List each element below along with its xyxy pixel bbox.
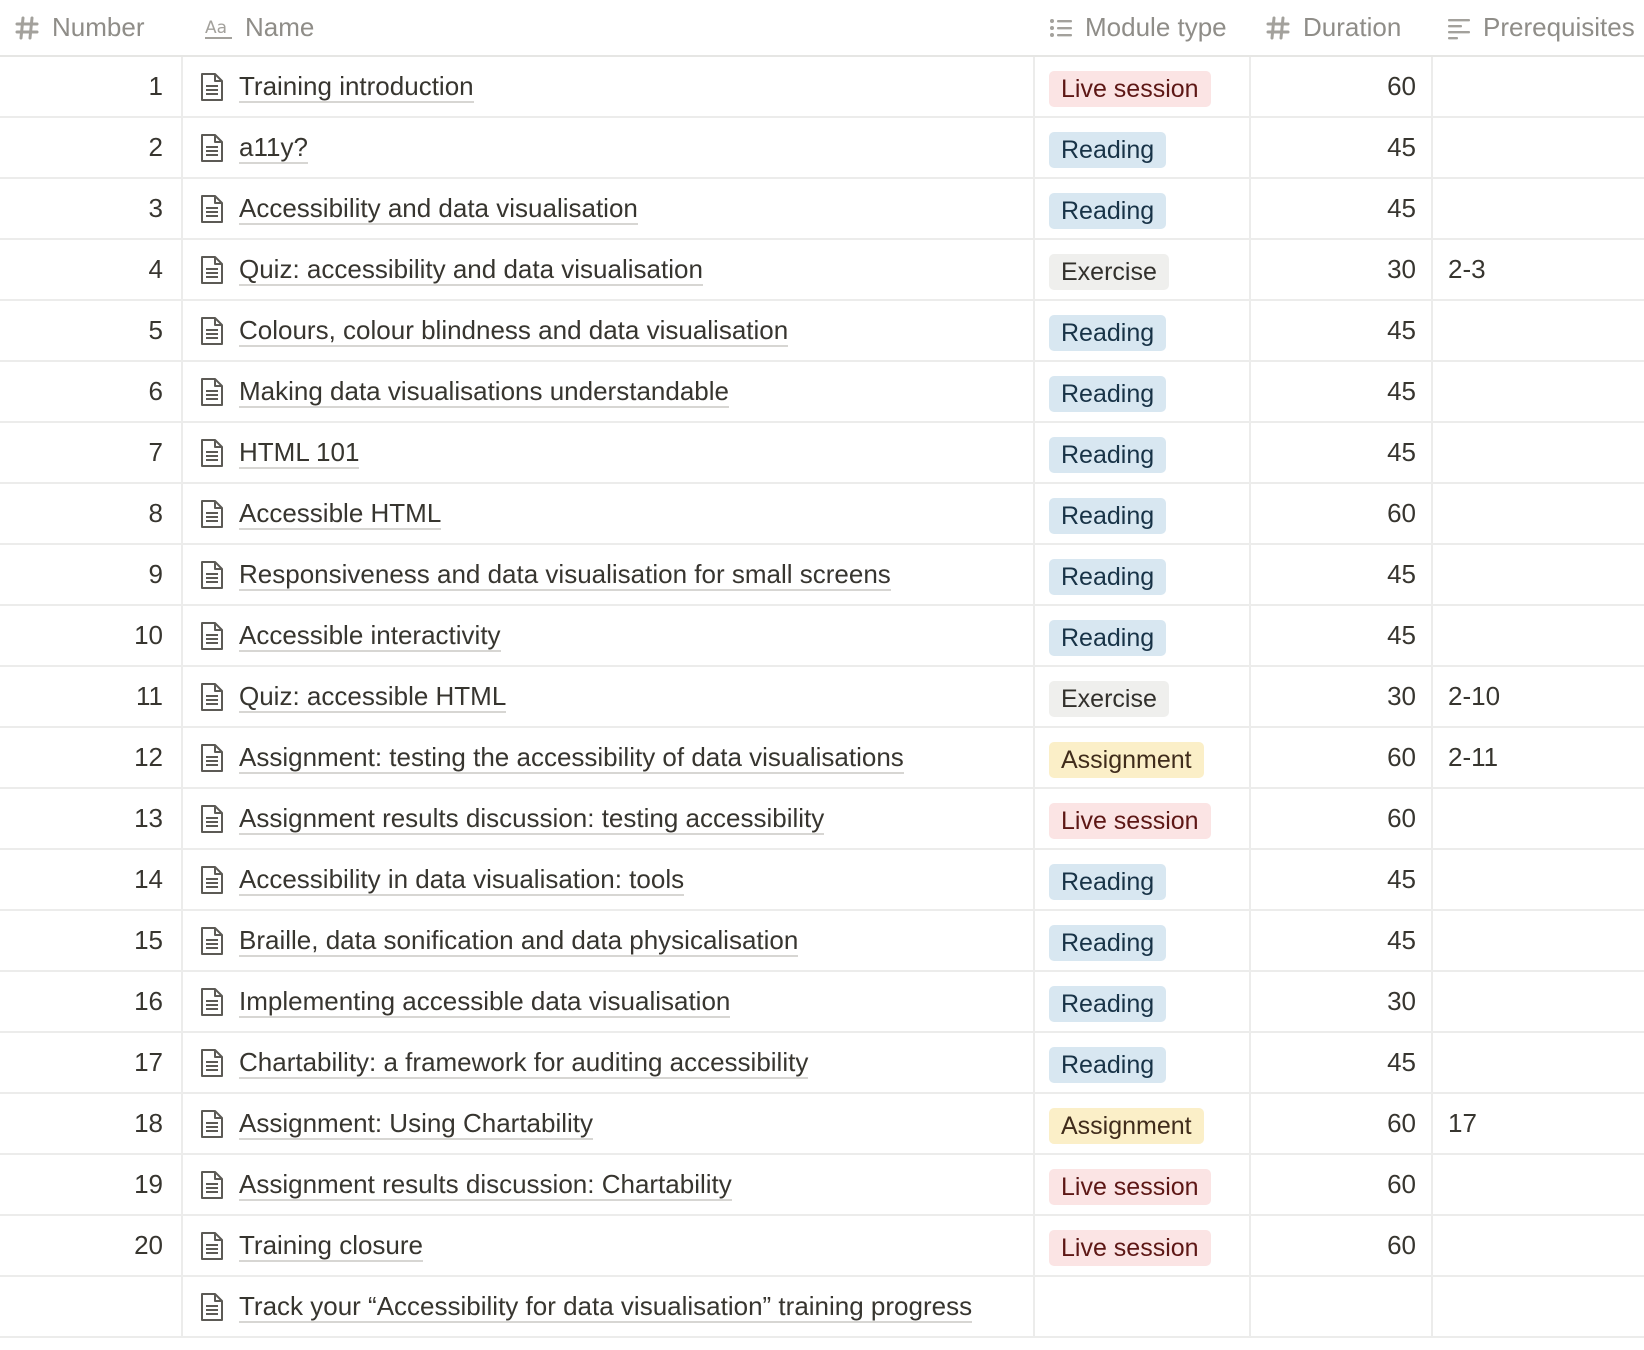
duration-value: 30 (1387, 681, 1416, 711)
name-cell[interactable] (183, 423, 1035, 482)
table-row[interactable] (0, 606, 1644, 667)
module-type-cell[interactable] (1035, 1216, 1251, 1275)
number-cell (0, 57, 183, 116)
page-icon (199, 499, 225, 529)
row-number: 5 (148, 315, 163, 345)
number-cell (0, 1277, 183, 1336)
duration-value: 45 (1387, 1047, 1416, 1077)
page-icon (199, 804, 225, 834)
page-title-link[interactable]: Track your “Accessibility for data visualisation” training progress (239, 1290, 973, 1321)
module-type-cell[interactable] (1035, 118, 1251, 177)
number-cell (0, 606, 183, 665)
row-number: 15 (134, 925, 163, 955)
module-type-tag: Reading (1049, 1047, 1166, 1083)
table-row[interactable] (0, 667, 1644, 728)
svg-text:Aa: Aa (205, 17, 228, 38)
name-cell[interactable] (183, 1216, 1035, 1275)
duration-value: 60 (1387, 498, 1416, 528)
page-title-link[interactable]: Assignment results discussion: testing accessibility (239, 802, 825, 833)
duration-value: 45 (1387, 132, 1416, 162)
number-cell (0, 1155, 183, 1214)
duration-value: 45 (1387, 193, 1416, 223)
row-number: 6 (148, 376, 163, 406)
table-row[interactable] (0, 972, 1644, 1033)
prerequisites-cell (1433, 301, 1644, 360)
duration-value: 45 (1387, 437, 1416, 467)
hash-icon (1265, 15, 1291, 41)
module-type-tag: Live session (1049, 1169, 1211, 1205)
module-type-cell[interactable] (1035, 789, 1251, 848)
page-icon (199, 987, 225, 1017)
module-type-cell[interactable] (1035, 1033, 1251, 1092)
duration-value: 60 (1387, 742, 1416, 772)
page-title-link[interactable]: HTML 101 (239, 436, 360, 467)
name-cell[interactable] (183, 1277, 1035, 1336)
module-type-cell[interactable] (1035, 728, 1251, 787)
number-cell (0, 1033, 183, 1092)
number-cell (0, 118, 183, 177)
number-cell (0, 301, 183, 360)
row-number: 9 (148, 559, 163, 589)
duration-value: 60 (1387, 1108, 1416, 1138)
table-header (0, 0, 1644, 57)
name-cell[interactable] (183, 789, 1035, 848)
page-icon (199, 133, 225, 163)
page-title-link[interactable]: Training closure (239, 1229, 424, 1260)
name-cell[interactable] (183, 240, 1035, 299)
table-row[interactable] (0, 240, 1644, 301)
duration-cell (1251, 1094, 1433, 1153)
prerequisites-cell (1433, 1277, 1644, 1336)
name-cell[interactable] (183, 911, 1035, 970)
name-cell[interactable] (183, 484, 1035, 543)
page-title-link[interactable]: Braille, data sonification and data physicalisation (239, 924, 799, 955)
prerequisites-cell (1433, 423, 1644, 482)
page-icon (199, 316, 225, 346)
module-type-tag: Live session (1049, 803, 1211, 839)
table-row[interactable] (0, 118, 1644, 179)
page-icon (199, 682, 225, 712)
page-icon (199, 1109, 225, 1139)
duration-value: 45 (1387, 315, 1416, 345)
module-type-cell[interactable] (1035, 972, 1251, 1031)
duration-cell (1251, 118, 1433, 177)
page-title-link[interactable]: Assignment results discussion: Chartability (239, 1168, 732, 1199)
page-icon (199, 194, 225, 224)
row-number: 14 (134, 864, 163, 894)
module-type-tag: Reading (1049, 559, 1166, 595)
prerequisites-value: 2-3 (1448, 254, 1486, 284)
page-icon (199, 560, 225, 590)
page-icon (199, 438, 225, 468)
name-cell[interactable] (183, 972, 1035, 1031)
duration-cell (1251, 179, 1433, 238)
prerequisites-cell (1433, 911, 1644, 970)
name-cell[interactable] (183, 1033, 1035, 1092)
name-cell[interactable] (183, 667, 1035, 726)
row-number: 13 (134, 803, 163, 833)
row-number: 8 (148, 498, 163, 528)
table-row[interactable] (0, 1155, 1644, 1216)
hash-icon (14, 15, 40, 41)
column-header-label: Number (52, 12, 145, 42)
name-cell[interactable] (183, 728, 1035, 787)
number-cell (0, 240, 183, 299)
duration-cell (1251, 728, 1433, 787)
page-icon (199, 1048, 225, 1078)
prerequisites-cell (1433, 1033, 1644, 1092)
module-type-tag: Live session (1049, 71, 1211, 107)
module-type-cell[interactable] (1035, 1155, 1251, 1214)
number-cell (0, 484, 183, 543)
duration-value: 60 (1387, 803, 1416, 833)
module-type-tag: Assignment (1049, 742, 1204, 778)
column-header-prerequisites[interactable] (1433, 0, 1644, 55)
module-type-cell[interactable] (1035, 1094, 1251, 1153)
page-icon (199, 255, 225, 285)
name-cell[interactable] (183, 1094, 1035, 1153)
prerequisites-cell (1433, 484, 1644, 543)
module-type-cell[interactable] (1035, 57, 1251, 116)
number-cell (0, 789, 183, 848)
table-row[interactable] (0, 57, 1644, 118)
module-type-cell[interactable] (1035, 240, 1251, 299)
name-cell[interactable] (183, 301, 1035, 360)
prerequisites-value: 2-11 (1448, 742, 1499, 772)
table-row[interactable] (0, 789, 1644, 850)
row-number: 4 (148, 254, 163, 284)
duration-cell (1251, 850, 1433, 909)
prerequisites-cell (1433, 606, 1644, 665)
duration-cell (1251, 789, 1433, 848)
duration-value: 60 (1387, 1230, 1416, 1260)
prerequisites-cell (1433, 57, 1644, 116)
duration-cell (1251, 484, 1433, 543)
module-type-tag: Reading (1049, 132, 1166, 168)
duration-cell (1251, 667, 1433, 726)
column-header-duration[interactable] (1251, 0, 1433, 55)
module-type-tag: Live session (1049, 1230, 1211, 1266)
module-type-tag: Reading (1049, 315, 1166, 351)
row-number: 2 (148, 132, 163, 162)
column-header-label: Module type (1085, 12, 1227, 42)
row-number: 3 (148, 193, 163, 223)
prerequisites-value: 2-10 (1448, 681, 1501, 711)
duration-cell (1251, 545, 1433, 604)
number-cell (0, 972, 183, 1031)
column-header-label: Duration (1303, 12, 1402, 42)
prerequisites-cell (1433, 240, 1644, 299)
page-title-link[interactable]: Training introduction (239, 70, 474, 101)
duration-cell (1251, 911, 1433, 970)
duration-value: 45 (1387, 864, 1416, 894)
duration-value: 30 (1387, 254, 1416, 284)
table-row[interactable] (0, 301, 1644, 362)
module-type-cell[interactable] (1035, 850, 1251, 909)
row-number: 16 (134, 986, 163, 1016)
table-row[interactable] (0, 179, 1644, 240)
duration-cell (1251, 301, 1433, 360)
row-number: 10 (134, 620, 163, 650)
page-title-link[interactable]: Accessible interactivity (239, 619, 501, 650)
text-lines-icon (1447, 16, 1471, 40)
name-cell[interactable] (183, 850, 1035, 909)
page-title-link[interactable]: Accessibility and data visualisation (239, 192, 638, 223)
prerequisites-cell (1433, 850, 1644, 909)
module-type-tag: Reading (1049, 376, 1166, 412)
duration-cell (1251, 1277, 1433, 1336)
page-title-link[interactable]: Implementing accessible data visualisation (239, 985, 731, 1016)
duration-value: 30 (1387, 986, 1416, 1016)
table-row[interactable] (0, 1216, 1644, 1277)
module-type-tag: Reading (1049, 925, 1166, 961)
number-cell (0, 179, 183, 238)
name-cell[interactable] (183, 545, 1035, 604)
page-icon (199, 1170, 225, 1200)
module-type-tag: Exercise (1049, 681, 1169, 717)
module-type-cell[interactable] (1035, 362, 1251, 421)
module-type-tag: Reading (1049, 986, 1166, 1022)
prerequisites-cell (1433, 1094, 1644, 1153)
table-row[interactable] (0, 1277, 1644, 1338)
number-cell (0, 1216, 183, 1275)
table-row[interactable] (0, 1033, 1644, 1094)
prerequisites-cell (1433, 1155, 1644, 1214)
module-type-cell[interactable] (1035, 606, 1251, 665)
table-row[interactable] (0, 484, 1644, 545)
row-number: 18 (134, 1108, 163, 1138)
page-icon (199, 72, 225, 102)
table-row[interactable] (0, 1094, 1644, 1155)
prerequisites-cell (1433, 362, 1644, 421)
prerequisites-cell (1433, 545, 1644, 604)
number-cell (0, 728, 183, 787)
prerequisites-cell (1433, 118, 1644, 177)
module-type-tag: Reading (1049, 437, 1166, 473)
module-type-cell[interactable] (1035, 911, 1251, 970)
number-cell (0, 1094, 183, 1153)
module-type-tag: Assignment (1049, 1108, 1204, 1144)
page-title-link[interactable]: Assignment: testing the accessibility of data visualisations (239, 741, 904, 772)
table-row[interactable] (0, 423, 1644, 484)
number-cell (0, 362, 183, 421)
row-number: 12 (134, 742, 163, 772)
table-row[interactable] (0, 545, 1644, 606)
module-type-cell[interactable] (1035, 179, 1251, 238)
number-cell (0, 850, 183, 909)
page-title-link[interactable]: Accessibility in data visualisation: tools (239, 863, 685, 894)
module-type-cell[interactable] (1035, 1277, 1251, 1336)
duration-cell (1251, 57, 1433, 116)
column-header-module-type[interactable] (1035, 0, 1251, 55)
table-row[interactable] (0, 728, 1644, 789)
row-number: 20 (134, 1230, 163, 1260)
row-number: 7 (148, 437, 163, 467)
prerequisites-cell (1433, 728, 1644, 787)
module-type-cell[interactable] (1035, 667, 1251, 726)
number-cell (0, 545, 183, 604)
duration-cell (1251, 1216, 1433, 1275)
page-title-link[interactable]: Chartability: a framework for auditing accessibility (239, 1046, 809, 1077)
page-icon (199, 377, 225, 407)
name-cell[interactable] (183, 606, 1035, 665)
row-number: 1 (148, 71, 163, 101)
page-title-link[interactable]: Assignment: Using Chartability (239, 1107, 594, 1138)
row-number: 17 (134, 1047, 163, 1077)
page-title-link[interactable]: Quiz: accessible HTML (239, 680, 507, 711)
name-cell[interactable] (183, 362, 1035, 421)
page-title-link[interactable]: Colours, colour blindness and data visualisation (239, 314, 789, 345)
page-icon (199, 926, 225, 956)
module-type-tag: Exercise (1049, 254, 1169, 290)
prerequisites-cell (1433, 1216, 1644, 1275)
page-icon (199, 621, 225, 651)
module-type-tag: Reading (1049, 620, 1166, 656)
duration-value: 45 (1387, 376, 1416, 406)
number-cell (0, 667, 183, 726)
prerequisites-value: 17 (1448, 1108, 1477, 1138)
duration-cell (1251, 1033, 1433, 1092)
number-cell (0, 911, 183, 970)
duration-cell (1251, 240, 1433, 299)
prerequisites-cell (1433, 789, 1644, 848)
table-row[interactable] (0, 362, 1644, 423)
page-icon (199, 1292, 225, 1322)
name-cell[interactable] (183, 118, 1035, 177)
duration-value: 60 (1387, 1169, 1416, 1199)
module-type-cell[interactable] (1035, 545, 1251, 604)
module-type-tag: Reading (1049, 193, 1166, 229)
name-cell[interactable] (183, 1155, 1035, 1214)
page-icon (199, 865, 225, 895)
duration-value: 45 (1387, 559, 1416, 589)
prerequisites-cell (1433, 179, 1644, 238)
text-aa-icon (205, 15, 233, 41)
module-type-tag: Reading (1049, 864, 1166, 900)
duration-value: 45 (1387, 925, 1416, 955)
module-type-cell[interactable] (1035, 484, 1251, 543)
table-row[interactable] (0, 850, 1644, 911)
page-icon (199, 1231, 225, 1261)
duration-cell (1251, 362, 1433, 421)
module-type-cell[interactable] (1035, 301, 1251, 360)
duration-value: 60 (1387, 71, 1416, 101)
name-cell[interactable] (183, 179, 1035, 238)
page-icon (199, 743, 225, 773)
duration-cell (1251, 606, 1433, 665)
duration-cell (1251, 972, 1433, 1031)
column-header-number[interactable] (0, 0, 183, 55)
prerequisites-cell (1433, 667, 1644, 726)
module-type-tag: Reading (1049, 498, 1166, 534)
table-row[interactable] (0, 911, 1644, 972)
duration-cell (1251, 423, 1433, 482)
prerequisites-cell (1433, 972, 1644, 1031)
column-header-name[interactable] (183, 0, 1035, 55)
page-title-link[interactable]: a11y? (239, 131, 308, 162)
row-number: 11 (136, 681, 163, 711)
column-header-label: Name (245, 12, 315, 42)
page-title-link[interactable]: Quiz: accessibility and data visualisation (239, 253, 703, 284)
duration-value: 45 (1387, 620, 1416, 650)
module-type-cell[interactable] (1035, 423, 1251, 482)
column-header-label: Prerequisites (1483, 12, 1635, 42)
name-cell[interactable] (183, 57, 1035, 116)
list-icon (1049, 16, 1073, 40)
page-title-link[interactable]: Responsiveness and data visualisation for small screens (239, 558, 891, 589)
page-title-link[interactable]: Accessible HTML (239, 497, 442, 528)
row-number: 19 (134, 1169, 163, 1199)
table-body (0, 57, 1644, 1338)
number-cell (0, 423, 183, 482)
page-title-link[interactable]: Making data visualisations understandable (239, 375, 729, 406)
duration-cell (1251, 1155, 1433, 1214)
